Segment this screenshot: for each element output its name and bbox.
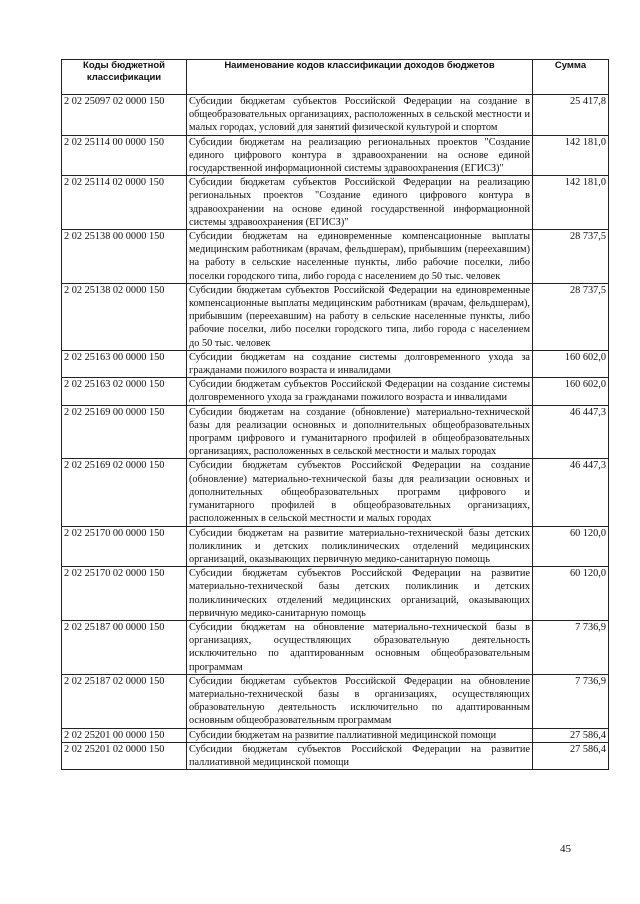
sum-cell: 46 447,3 — [533, 459, 609, 526]
code-cell: 2 02 25163 00 0000 150 — [62, 350, 187, 377]
table-row — [62, 620, 609, 674]
table-row — [62, 283, 609, 350]
sum-cell: 27 586,4 — [533, 728, 609, 742]
code-cell: 2 02 25170 02 0000 150 — [62, 567, 187, 621]
sum-cell: 27 586,4 — [533, 742, 609, 769]
table-row — [62, 350, 609, 377]
code-cell: 2 02 25187 00 0000 150 — [62, 620, 187, 674]
code-cell: 2 02 25163 02 0000 150 — [62, 378, 187, 405]
sum-cell: 142 181,0 — [533, 176, 609, 230]
sum-cell: 142 181,0 — [533, 135, 609, 176]
name-cell: Субсидии бюджетам субъектов Российской Федерации на обновление материально-технической базы в организациях, осуществляющих образовательную деятельность исключительно по адаптированным основным общеобразовательным программам — [187, 674, 533, 728]
table-row — [62, 405, 609, 459]
sum-cell: 160 602,0 — [533, 350, 609, 377]
code-cell: 2 02 25201 02 0000 150 — [62, 742, 187, 769]
code-cell: 2 02 25138 02 0000 150 — [62, 283, 187, 350]
sum-cell: 25 417,8 — [533, 95, 609, 136]
sum-cell: 7 736,9 — [533, 620, 609, 674]
header-code: Коды бюджетной классификации — [62, 60, 187, 95]
name-cell: Субсидии бюджетам на обновление материально-технической базы в организациях, осуществляющих образовательную деятельность исключительно по адаптированным основным общеобразовательным программам — [187, 620, 533, 674]
table-row — [62, 135, 609, 176]
name-cell: Субсидии бюджетам на развитие паллиативной медицинской помощи — [187, 728, 533, 742]
name-cell: Субсидии бюджетам на реализацию региональных проектов "Создание единого цифрового контура в здравоохранении на основе единой государственной информационной системы здравоохранения (ЕГИСЗ)" — [187, 135, 533, 176]
code-cell: 2 02 25187 02 0000 150 — [62, 674, 187, 728]
name-cell: Субсидии бюджетам субъектов Российской Федерации на создание системы долговременного ухода за гражданами пожилого возраста и инвалидами — [187, 378, 533, 405]
sum-cell: 46 447,3 — [533, 405, 609, 459]
table-row — [62, 742, 609, 769]
name-cell: Субсидии бюджетам на развитие материально-технической базы детских поликлиник и детских поликлинических отделений медицинских организаций, оказывающих первичную медико-санитарную помощь — [187, 526, 533, 567]
code-cell: 2 02 25138 00 0000 150 — [62, 230, 187, 284]
budget-revenue-table — [61, 59, 609, 770]
name-cell: Субсидии бюджетам на создание (обновление) материально-технической базы для реализации основных и дополнительных общеобразовательных программ цифрового и гуманитарного профилей в общеобразовательных организациях, расположенных в сельской местности и малых городах — [187, 405, 533, 459]
table-header-row — [62, 60, 609, 95]
sum-cell: 160 602,0 — [533, 378, 609, 405]
name-cell: Субсидии бюджетам субъектов Российской Федерации на развитие паллиативной медицинской помощи — [187, 742, 533, 769]
sum-cell: 60 120,0 — [533, 526, 609, 567]
code-cell: 2 02 25114 02 0000 150 — [62, 176, 187, 230]
table-row — [62, 526, 609, 567]
table-row — [62, 95, 609, 136]
table-row — [62, 674, 609, 728]
table-row — [62, 176, 609, 230]
code-cell: 2 02 25114 00 0000 150 — [62, 135, 187, 176]
code-cell: 2 02 25169 00 0000 150 — [62, 405, 187, 459]
page-number: 45 — [560, 843, 571, 855]
table-row — [62, 728, 609, 742]
sum-cell: 60 120,0 — [533, 567, 609, 621]
table-row — [62, 567, 609, 621]
code-cell: 2 02 25170 00 0000 150 — [62, 526, 187, 567]
name-cell: Субсидии бюджетам субъектов Российской Федерации на создание (обновление) материально-технической базы для реализации основных и дополнительных общеобразовательных программ цифрового и гуманитарного профилей в общеобразовательных организациях, расположенных в сельской местности и малых городах — [187, 459, 533, 526]
name-cell: Субсидии бюджетам на создание системы долговременного ухода за гражданами пожилого возраста и инвалидами — [187, 350, 533, 377]
sum-cell: 28 737,5 — [533, 283, 609, 350]
code-cell: 2 02 25097 02 0000 150 — [62, 95, 187, 136]
name-cell: Субсидии бюджетам субъектов Российской Федерации на реализацию региональных проектов "Создание единого цифрового контура в здравоохранении на основе единой государственной информационной системы здравоохранения (ЕГИСЗ)" — [187, 176, 533, 230]
code-cell: 2 02 25201 00 0000 150 — [62, 728, 187, 742]
name-cell: Субсидии бюджетам субъектов Российской Федерации на развитие материально-технической базы детских поликлиник и детских поликлинических отделений медицинских организаций, оказывающих первичную медико-санитарную помощь — [187, 567, 533, 621]
header-name: Наименование кодов классификации доходов бюджетов — [187, 60, 533, 95]
name-cell: Субсидии бюджетам субъектов Российской Федерации на единовременные компенсационные выплаты медицинским работникам (врачам, фельдшерам), прибывшим (переехавшим) на работу в сельские населенные пункты, либо рабочие поселки, либо поселки городского типа, либо города с населением до 50 тыс. человек — [187, 283, 533, 350]
sum-cell: 7 736,9 — [533, 674, 609, 728]
table-row — [62, 459, 609, 526]
name-cell: Субсидии бюджетам субъектов Российской Федерации на создание в общеобразовательных организациях, расположенных в сельской местности и малых городах, условий для занятий физической культурой и спортом — [187, 95, 533, 136]
code-cell: 2 02 25169 02 0000 150 — [62, 459, 187, 526]
sum-cell: 28 737,5 — [533, 230, 609, 284]
table-row — [62, 378, 609, 405]
header-sum: Сумма — [533, 60, 609, 95]
name-cell: Субсидии бюджетам на единовременные компенсационные выплаты медицинским работникам (врачам, фельдшерам), прибывшим (переехавшим) на работу в сельские населенные пункты, либо рабочие поселки, либо поселки городского типа, либо города с населением до 50 тыс. человек — [187, 230, 533, 284]
table-row — [62, 230, 609, 284]
